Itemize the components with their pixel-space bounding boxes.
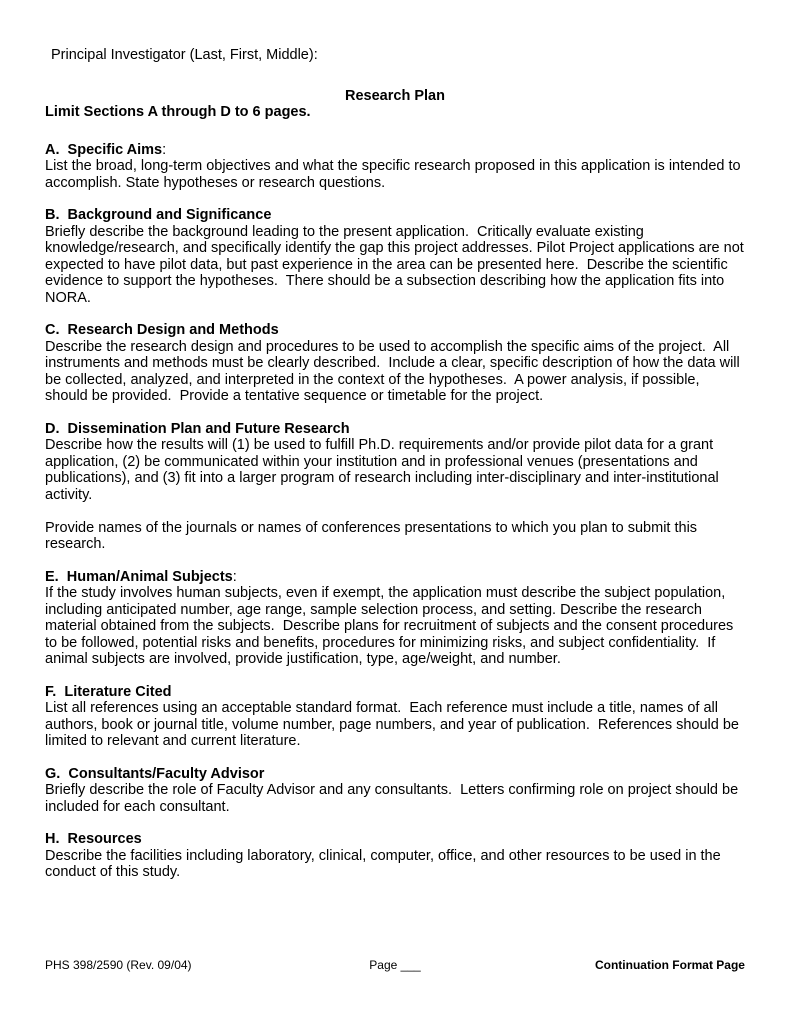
page-title: Research Plan: [345, 87, 445, 104]
section-paragraph: Briefly describe the role of Faculty Advisor and any consultants. Letters confirming role on project should be included for each consultant.: [45, 782, 743, 815]
section: [45, 142, 745, 192]
section-paragraph: Describe the research design and procedures to be used to accomplish the specific aims of the project. All instruments and methods must be clearly described. Include a clear, specific description of how the data will be collected, analyzed, and interpreted in the context of the hypotheses. A power analysis, if possible, should be provided. Provide a tentative sequence or timetable for the project.: [45, 338, 744, 404]
section-paragraph: List the broad, long-term objectives and what the specific research proposed in this application is intended to accomplish. State hypotheses or research questions.: [45, 158, 745, 191]
title-block: [45, 88, 745, 121]
section: [45, 569, 745, 668]
section-paragraph: Describe how the results will (1) be used to fulfill Ph.D. requirements and/or provide pilot data for a grant application, (2) be communicated within your institution and in professional venues (presentations and publications), and (3) fit into a larger program of research including inter-disciplinary and inter-institutional activity.: [45, 437, 723, 503]
section: [45, 322, 745, 405]
section-paragraph: If the study involves human subjects, even if exempt, the application must describe the subject population, including anticipated number, age range, sample selection process, and setting. Describe the research material obtained from the subjects. Describe plans for recruitment of subjects and the consent procedures to be followed, potential risks and benefits, procedures for minimizing risks, and subject confidentiality. If animal subjects are involved, provide justification, type, age/weight, and number.: [45, 585, 738, 667]
section: [45, 207, 748, 306]
page-number-blank: Page ___: [369, 958, 421, 972]
principal-investigator-label: Principal Investigator (Last, First, Middle):: [51, 47, 318, 63]
section-heading: H. Resources: [45, 831, 142, 847]
section-heading: F. Literature Cited: [45, 683, 172, 700]
section: [45, 421, 745, 553]
section: [45, 684, 745, 750]
section-paragraph: Describe the facilities including laboratory, clinical, computer, office, and other resources to be used in the conduct of this study.: [45, 847, 725, 880]
section-paragraph: List all references using an acceptable standard format. Each reference must include a title, names of all authors, book or journal title, volume number, page numbers, and year of publication. References should be limited to relevant and current literature.: [45, 700, 744, 749]
page-footer: [45, 958, 745, 972]
section-heading: A. Specific Aims:: [45, 141, 167, 158]
footer-format-label: Continuation Format Page: [594, 958, 745, 972]
section-heading: G. Consultants/Faculty Advisor: [45, 765, 265, 782]
form-number: PHS 398/2590 (Rev. 09/04): [45, 958, 192, 972]
section-heading: E. Human/Animal Subjects:: [45, 568, 237, 585]
section-paragraph: Provide names of the journals or names of conferences presentations to which you plan to submit this research.: [45, 519, 702, 552]
page-limit-note: Limit Sections A through D to 6 pages.: [45, 104, 311, 120]
sections-container: [45, 141, 748, 881]
section: [45, 831, 745, 881]
section-heading: D. Dissemination Plan and Future Research: [45, 420, 350, 437]
section-paragraph: Briefly describe the background leading to the present application. Critically evaluate existing knowledge/research, and specifically identify the gap this project addresses. Pilot Project applications are not expected to have pilot data, but past experience in the area can be presented here. Describe the scientific evidence to support the hypotheses. There should be a subsection describing how the application fits into NORA.: [45, 223, 748, 306]
section-heading: B. Background and Significance: [45, 207, 272, 223]
section-heading: C. Research Design and Methods: [45, 322, 279, 338]
section: [45, 766, 745, 816]
